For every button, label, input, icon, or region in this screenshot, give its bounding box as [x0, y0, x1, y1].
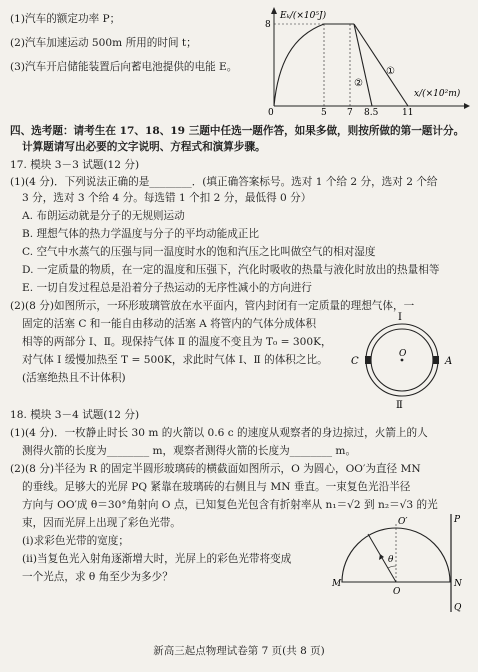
graph-y-tick: 8: [265, 20, 271, 30]
q17-option-b: B. 理想气体的热力学温度与分子的平均动能成正比: [22, 228, 259, 240]
section-heading: 四、选考题：请考生在 17、18、19 三题中任选一题作答，如果多做，则按所做的第一题计分。: [10, 125, 465, 137]
semicircle-prism-diagram: [312, 510, 462, 616]
piston-c: [365, 356, 371, 364]
ring-label-a: A: [445, 356, 453, 367]
theta-label: θ: [388, 555, 394, 565]
graph-y-label: Eₖ/(×10⁵J): [280, 11, 327, 21]
q17-option-d: D. 一定质量的物质，在一定的温度和压强下，汽化时吸收的热量与液化时放出的热量相等: [22, 264, 440, 276]
q18-sub-i: (ⅰ)求彩色光带的宽度；: [22, 535, 129, 547]
q18-sub-ii-line2: 一个光点，求 θ 角至少为多少？: [22, 571, 173, 583]
graph-x-tick-5: 5: [321, 108, 327, 116]
q18-part1-line2: 测得火箭的长度为________ m，观察者测得火箭的长度为________ m。: [22, 445, 357, 457]
q17-part2-line3: 相等的两部分 Ⅰ、Ⅱ。现保持气体 Ⅱ 的温度不变且为 T₀ = 300K，: [22, 336, 332, 348]
graph-x-tick-8-5: 8.5: [364, 108, 379, 116]
label-o: O: [393, 587, 401, 597]
graph-line-1: [354, 24, 408, 106]
label-q: Q: [454, 603, 462, 613]
graph-curve-label-1: ①: [386, 66, 395, 77]
page-footer: 新高三起点物理试卷第 7 页(共 8 页): [153, 645, 325, 657]
ring-label-i: Ⅰ: [398, 312, 402, 323]
label-p: P: [454, 515, 461, 525]
ring-tube-diagram: [346, 310, 466, 410]
graph-x-label: x/(×10²m): [414, 89, 461, 99]
graph-origin: 0: [268, 108, 274, 116]
question-part-2: (2)汽车加速运动 500m 所用的时间 t；: [10, 37, 197, 49]
q17-part1-stem: (1)(4 分)．下列说法正确的是________．(填正确答案标号。选对 1 个给 2 分，选对 2 个给: [10, 176, 438, 188]
q18-part2-line2: 的垂线。足够大的光屏 PQ 紧靠在玻璃砖的右侧且与 MN 垂直。一束复色光沿半径: [22, 481, 411, 493]
q17-option-a: A. 布朗运动就是分子的无规则运动: [22, 210, 185, 222]
label-o-prime: O′: [398, 517, 408, 527]
energy-distance-graph: [262, 4, 472, 116]
graph-curve-label-2: ②: [354, 78, 363, 89]
question-part-3: (3)汽车开启储能装置后向蓄电池提供的电能 E。: [10, 61, 238, 73]
piston-a: [433, 356, 439, 364]
graph-curve-accel: [274, 24, 354, 106]
q17-part2-line1: (2)(8 分)如图所示，一环形玻璃管放在水平面内，管内封闭有一定质量的理想气体，一: [10, 300, 415, 312]
q17-option-c: C. 空气中水蒸气的压强与同一温度时水的饱和汽压之比叫做空气的相对湿度: [22, 246, 376, 258]
q18-title: 18. 模块 3－4 试题(12 分): [10, 409, 140, 421]
q17-part2-line5: (活塞绝热且不计体积): [22, 372, 126, 384]
label-m: M: [332, 579, 342, 589]
graph-x-tick-7: 7: [347, 108, 353, 116]
ring-label-ii: Ⅱ: [396, 400, 403, 410]
q17-title: 17. 模块 3－3 试题(12 分): [10, 159, 140, 171]
q18-part1-line1: (1)(4 分)．一枚静止时长 30 m 的火箭以 0.6 c 的速度从观察者的身边掠过，火箭上的人: [10, 427, 428, 439]
q17-part2-line4: 对气体 Ⅰ 缓慢加热至 T = 500K，求此时气体 Ⅰ、Ⅱ 的体积之比。: [22, 354, 328, 366]
q18-part2-line4: 束，因而光屏上出现了彩色光带。: [22, 517, 181, 529]
q17-option-e: E. 一切自发过程总是沿着分子热运动的无序性减小的方向进行: [22, 282, 312, 294]
q18-sub-ii-line1: (ⅱ)当复色光入射角逐渐增大时，光屏上的彩色光带将变成: [22, 553, 292, 565]
q18-part2-line3: 方向与 OO′成 θ＝30°角射向 O 点，已知复色光包含有折射率从 n₁＝√2 到 n₂＝√3 的光: [22, 499, 438, 511]
section-heading-note: 计算题请写出必要的文字说明、方程式和演算步骤。: [22, 141, 266, 153]
graph-line-2: [354, 24, 372, 106]
q17-part1-scoring: 3 分，选对 3 个给 4 分。每选错 1 个扣 2 分，最低得 0 分）: [22, 192, 312, 204]
q17-part2-line2: 固定的活塞 C 和一能自由移动的活塞 A 将管内的气体分成体积: [22, 318, 317, 330]
question-part-1: (1)汽车的额定功率 P；: [10, 13, 121, 25]
label-n: N: [454, 579, 462, 589]
q18-part2-line1: (2)(8 分)半径为 R 的固定半圆形玻璃砖的横截面如图所示，O 为圆心，OO′为直径 MN: [10, 463, 421, 475]
graph-x-tick-11: 11: [402, 108, 414, 116]
ring-label-c: C: [351, 356, 359, 367]
ring-label-o: O: [399, 349, 407, 359]
